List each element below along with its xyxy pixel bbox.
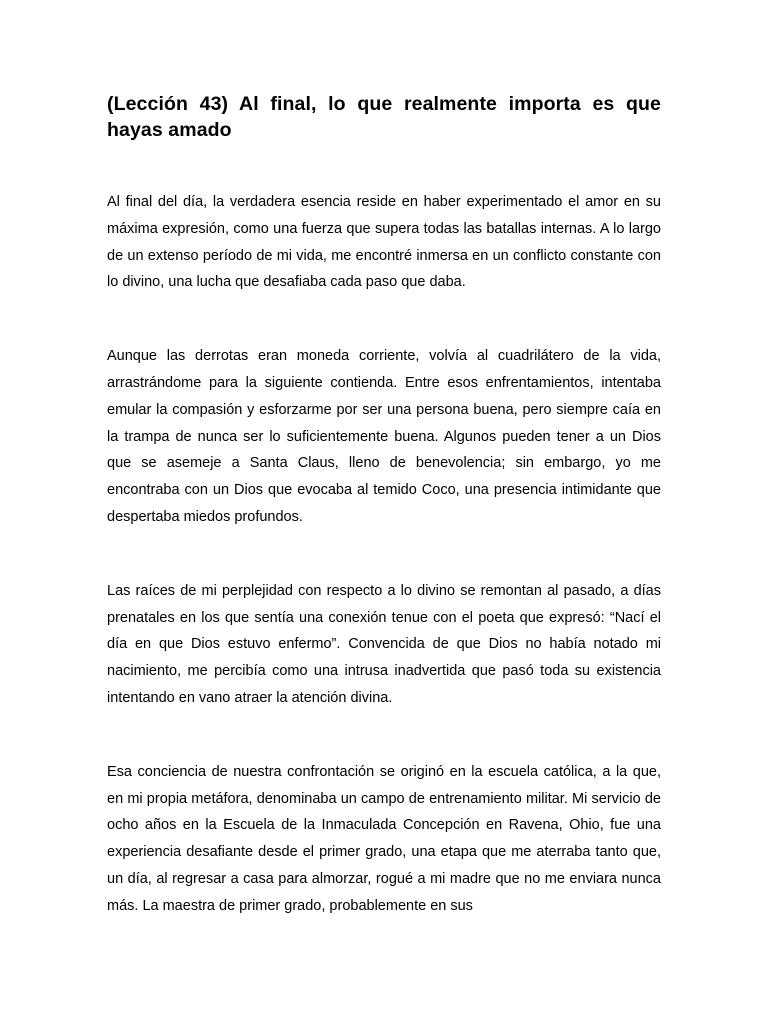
- paragraph-1: Al final del día, la verdadera esencia reside en haber experimentado el amor en su máxima expresión, como una fuerza que supera todas las batallas internas. A lo largo de un extenso período de mi vida, me encontré inmersa en un conflicto constante con lo divino, una lucha que desafiaba cada paso que daba.: [107, 194, 661, 291]
- document-body: [107, 91, 661, 920]
- paragraph-2: Aunque las derrotas eran moneda corriente, volvía al cuadrilátero de la vida, arrastrándome para la siguiente contienda. Entre esos enfrentamientos, intentaba emular la compasión y esforzarme por ser una persona buena, pero siempre caía en la trampa de nunca ser lo suficientemente buena. Algunos pueden tener a un Dios que se asemeje a Santa Claus, lleno de benevolencia; sin embargo, yo me encontraba con un Dios que evocaba al temido Coco, una presencia intimidante que despertaba miedos profundos.: [107, 348, 661, 525]
- paragraph-4: Esa conciencia de nuestra confrontación se originó en la escuela católica, a la que, en mi propia metáfora, denominaba un campo de entrenamiento militar. Mi servicio de ocho años en la Escuela de la Inmaculada Concepción en Ravena, Ohio, fue una experiencia desafiante desde el primer grado, una etapa que me aterraba tanto que, un día, al regresar a casa para almorzar, rogué a mi madre que no me enviara nunca más. La maestra de primer grado, probablemente en sus: [107, 763, 661, 914]
- document-title: (Lección 43) Al final, lo que realmente importa es que hayas amado: [107, 93, 661, 141]
- paragraph-3: Las raíces de mi perplejidad con respecto a lo divino se remontan al pasado, a días prenatales en los que sentía una conexión tenue con el poeta que expresó: “Nací el día en que Dios estuvo enfermo”. Convencida de que Dios no había notado mi nacimiento, me percibía como una intrusa inadvertida que pasó toda su existencia intentando en vano atraer la atención divina.: [107, 582, 661, 706]
